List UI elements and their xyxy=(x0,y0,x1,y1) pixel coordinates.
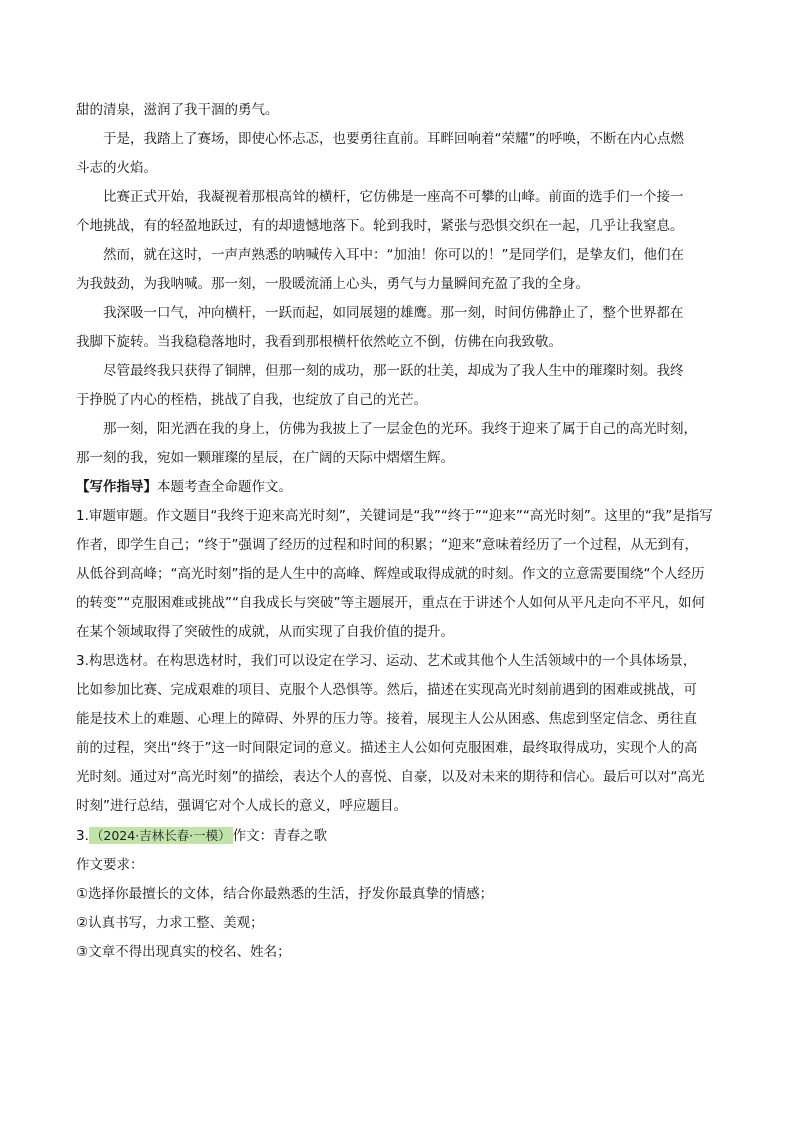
essay-line: 斗志的火焰。 xyxy=(76,160,157,176)
essay-line: 为我鼓劲，为我呐喊。那一刻，一股暖流涌上心头，勇气与力量瞬间充盈了我的全身。 xyxy=(76,276,589,292)
essay-line: 比赛正式开始，我凝视着那根高耸的横杆，它仿佛是一座高不可攀的山峰。前面的选手们一个接一 xyxy=(103,189,684,205)
essay-line: 甜的清泉，滋润了我干涸的勇气。 xyxy=(76,102,279,118)
essay-line: 我深吸一口气，冲向横杆，一跃而起，如同展翅的雄鹰。那一刻，时间仿佛静止了，整个世界都在 xyxy=(103,305,684,321)
essay-line: 个地挑战，有的轻盈地跃过，有的却遗憾地落下。轮到我时，紧张与恐惧交织在一起，几乎让我窒息。 xyxy=(76,218,684,234)
essay-line: 于是，我踏上了赛场，即使心怀忐忑，也要勇往直前。耳畔回响着“荣耀”的呼唤，不断在内心点燃 xyxy=(103,131,684,147)
guide-line: 时刻”进行总结，强调它对个人成长的意义，呼应题目。 xyxy=(76,798,407,814)
requirement-item: ③文章不得出现真实的校名、姓名； xyxy=(76,944,291,960)
guide-line: 从低谷到高峰；“高光时刻”指的是人生中的高峰、辉煌或取得成就的时刻。作文的立意需要围绕“个人经历 xyxy=(76,566,705,582)
essay-line: 于挣脱了内心的桎梏，挑战了自我，也绽放了自己的光芒。 xyxy=(76,392,427,408)
essay-line: 那一刻，阳光洒在我的身上，仿佛为我披上了一层金色的光环。我终于迎来了属于自己的高光时刻， xyxy=(103,421,697,437)
question-title: 作文：青春之歌 xyxy=(232,828,328,844)
guide-heading xyxy=(76,473,736,502)
guide-line: 在某个领域取得了突破性的成就，从而实现了自我价值的提升。 xyxy=(76,624,454,640)
essay-line: 我脚下旋转。当我稳稳落地时，我看到那根横杆依然屹立不倒，仿佛在向我致敬。 xyxy=(76,334,562,350)
guide-bracket: 【写作指导】 xyxy=(76,479,157,495)
guide-line: 光时刻。通过对“高光时刻”的描绘，表达个人的喜悦、自豪，以及对未来的期待和信心。最后可以对“高光 xyxy=(76,769,705,785)
requirement-item: ①选择你最擅长的文体，结合你最熟悉的生活，抒发你最真挚的情感； xyxy=(76,886,494,902)
requirements-label: 作文要求： xyxy=(76,857,144,873)
guide-line: 能是技术上的难题、心理上的障碍、外界的压力等。接着，展现主人公从困惑、焦虑到坚定信念、勇往直 xyxy=(76,711,697,727)
essay-line: 尽管最终我只获得了铜牌，但那一刻的成功，那一跃的壮美，却成为了我人生中的璀璨时刻。我终 xyxy=(103,363,684,379)
requirement-item: ②认真书写，力求工整、美观； xyxy=(76,915,264,931)
guide-line: 作者，即学生自己；“终于”强调了经历的过程和时间的积累；“迎来”意味着经历了一个过程，从无到有， xyxy=(76,537,698,553)
question-number: 3. xyxy=(76,828,89,844)
guide-line: 比如参加比赛、完成艰难的项目、克服个人恐惧等。然后，描述在实现高光时刻前遇到的困难或挑战，可 xyxy=(76,682,697,698)
essay-line: 然而，就在这时，一声声熟悉的呐喊传入耳中：“加油！你可以的！”是同学们，是挚友们，他们在 xyxy=(103,247,684,263)
guide-line: 1.审题审题。作文题目“我终于迎来高光时刻”，关键词是“我”“终于”“迎来”“高光时刻”。这里的“我”是指写 xyxy=(76,508,713,524)
document-page xyxy=(76,96,736,967)
guide-line: 的转变”“克服困难或挑战”“自我成长与突破”等主题展开，重点在于讲述个人如何从平凡走向不平凡，如何 xyxy=(76,595,705,611)
guide-line: 3.构思选材。在构思选材时，我们可以设定在学习、运动、艺术或其他个人生活领域中的一个具体场景， xyxy=(76,653,697,669)
essay-line: 那一刻的我，宛如一颗璀璨的星辰，在广阔的天际中熠熠生辉。 xyxy=(76,450,454,466)
question-heading xyxy=(76,821,736,851)
guide-intro: 本题考查全命题作文。 xyxy=(157,479,292,495)
guide-line: 前的过程，突出“终于”这一时间限定词的意义。描述主人公如何克服困难，最终取得成功，实现个人的高 xyxy=(76,740,698,756)
question-source-tag: （2024·吉林长春·一模） xyxy=(90,828,231,843)
